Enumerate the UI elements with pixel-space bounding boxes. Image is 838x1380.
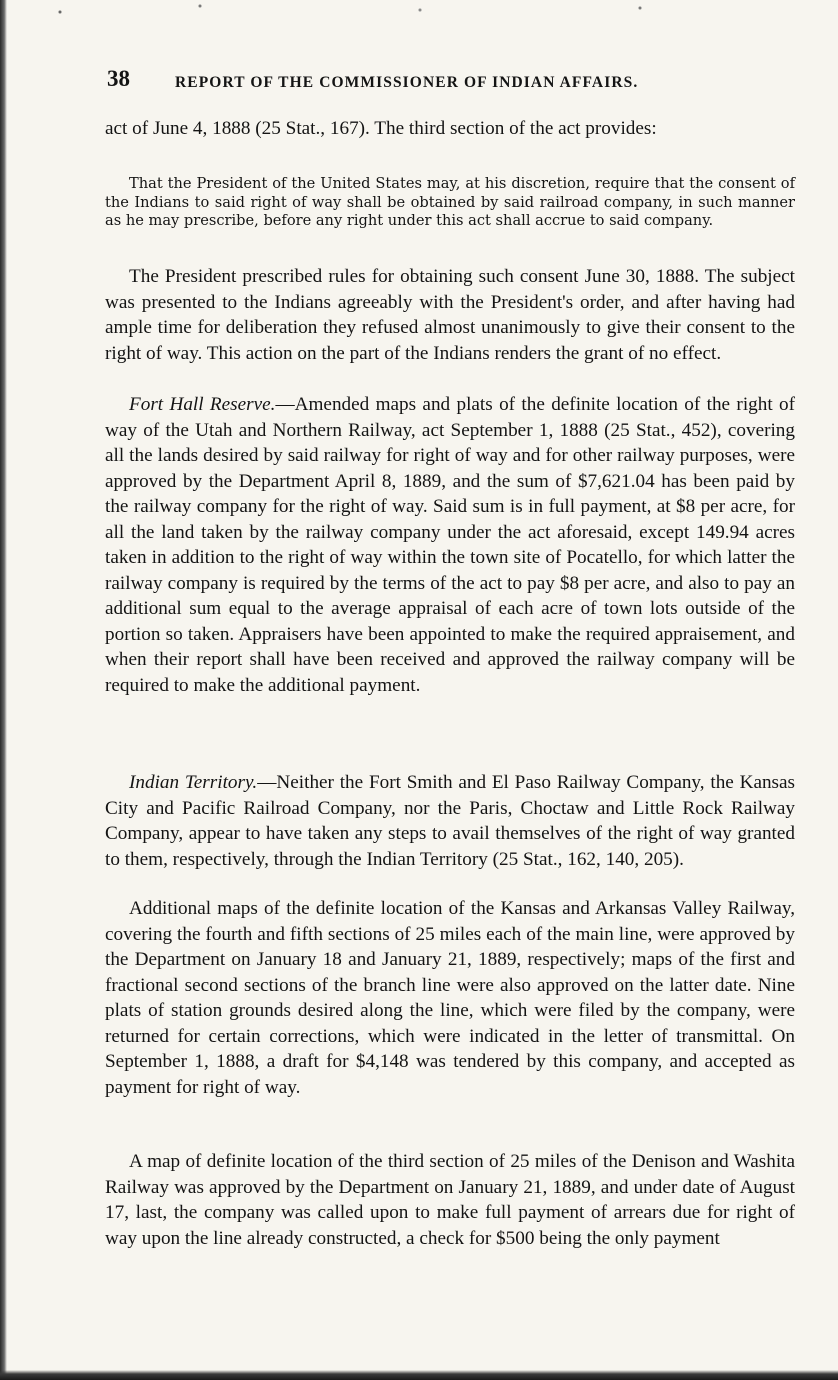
scan-top-specks (0, 0, 838, 30)
scan-left-edge (0, 0, 7, 1380)
paragraph-denison-washita: A map of definite location of the third section of 25 miles of the Denison and Washita Railway was approved by the Department on January 21, 1889, and under date of August 17, last, the company was called upon to make full payment of arrears due for right of way upon the line already constructed, a check for $500 being the only payment (105, 1151, 795, 1249)
running-head: REPORT OF THE COMMISSIONER OF INDIAN AFFAIRS. (175, 74, 639, 91)
page-number: 38 (107, 66, 130, 91)
paragraph-indian-territory (105, 770, 795, 872)
paragraph-fort-hall-body: —Amended maps and plats of the definite location of the right of way of the Utah and Northern Railway, act September 1, 1888 (25 Stat., 452), covering all the lands desired by said railway for right of way and for other railway purposes, were approved by the Department April 8, 1889, and the sum of $7,621.04 has been paid by the railway company for the right of way. Said sum is in full payment, at $8 per acre, for all the land taken by the railway company under the act aforesaid, except 149.94 acres taken in addition to the right of way within the town site of Pocatello, for which latter the railway company is required by the terms of the act to pay $8 per acre, and also to pay an additional sum equal to the average appraisal of each acre of town lots outside of the portion so taken. Appraisers have been appointed to make the required appraisement, and when their report shall have been received and approved the railway company will be required to make the additional payment. (105, 394, 795, 696)
paragraph-kansas-arkansas: Additional maps of the definite location of the Kansas and Arkansas Valley Railway, covering the fourth and fifth sections of 25 miles each of the main line, were approved by the Department on January 18 and January 21, 1889, respectively; maps of the first and fractional second sections of the branch line were also approved on the latter date. Nine plats of station grounds desired along the line, which were filed by the company, were returned for certain corrections, which were indicated in the letter of transmittal. On September 1, 1888, a draft for $4,148 was tendered by this company, and accepted as payment for right of way. (105, 898, 795, 1098)
page-header (107, 66, 797, 96)
paragraph-president-rules: The President prescribed rules for obtaining such consent June 30, 1888. The subject was presented to the Indians agreeably with the President's order, and after having had ample time for deliberation they refused almost unanimously to give their consent to the right of way. This action on the part of the Indians renders the grant of no effect. (105, 266, 795, 364)
paragraph-fort-hall (105, 392, 795, 698)
block-quote: That the President of the United States may, at his discretion, require that the consent of the Indians to said right of way shall be obtained by said railroad company, in such manner as he may prescribe, before any right under this act shall accrue to said company. (105, 175, 795, 229)
section-lead-fort-hall: Fort Hall Reserve. (129, 394, 276, 415)
section-lead-indian-territory: Indian Territory. (129, 772, 258, 793)
paragraph-indian-territory-body: —Neither the Fort Smith and El Paso Railway Company, the Kansas City and Pacific Railroad Company, nor the Paris, Choctaw and Little Rock Railway Company, appear to have taken any steps to avail themselves of the right of way granted to them, respectively, through the Indian Territory (25 Stat., 162, 140, 205). (105, 772, 795, 870)
paragraph-continuation: act of June 4, 1888 (25 Stat., 167). The third section of the act provides: (105, 118, 657, 139)
scan-bottom-edge (0, 1370, 838, 1380)
